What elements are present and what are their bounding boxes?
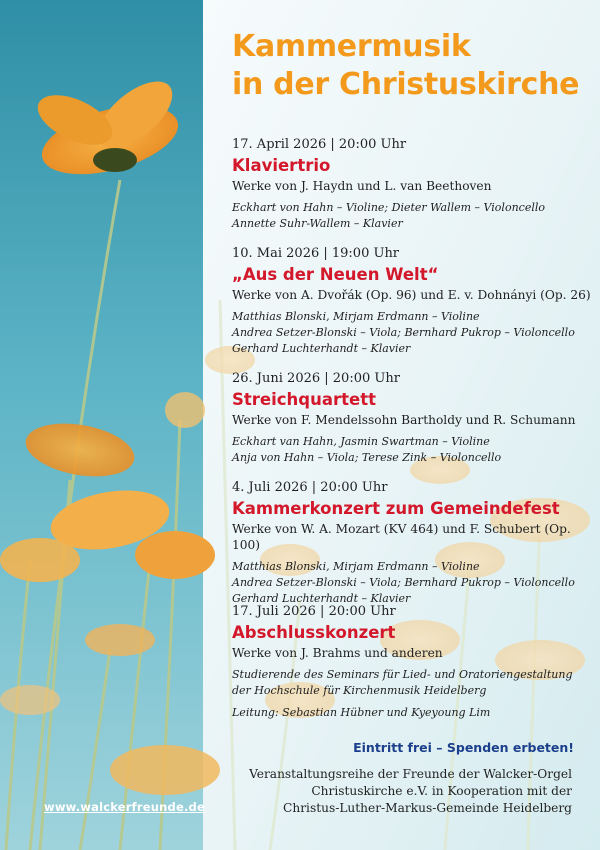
poster-title-line1: Kammermusik [232, 29, 471, 64]
performer-line: Anja von Hahn – Viola; Terese Zink – Violoncello [232, 451, 502, 464]
event-title: Kammerkonzert zum Gemeindefest [232, 499, 560, 518]
organizer-footer [249, 766, 572, 817]
performer-line: Gerhard Luchterhandt – Klavier [232, 342, 411, 355]
event-performers [232, 434, 592, 466]
performer-line: Studierende des Seminars für Lied- und Oratoriengestaltung [232, 668, 573, 681]
event-2 [232, 246, 592, 357]
event-3 [232, 371, 592, 466]
event-performers [232, 309, 592, 357]
event-title: Klaviertrio [232, 156, 331, 175]
event-title: Abschlusskonzert [232, 623, 396, 642]
performer-line: Matthias Blonski, Mirjam Erdmann – Violine [232, 560, 480, 573]
website-link[interactable]: www.walckerfreunde.de [44, 800, 205, 814]
event-performers [232, 667, 592, 721]
event-performers [232, 559, 592, 607]
performer-line: Andrea Setzer-Blonski – Viola; Bernhard Pukrop – Violoncello [232, 576, 575, 589]
footer-line: Veranstaltungsreihe der Freunde der Walcker-Orgel [249, 767, 572, 781]
performer-line: Eckhart von Hahn – Violine; Dieter Wallem – Violoncello [232, 201, 545, 214]
event-performers [232, 200, 592, 232]
event-works: Werke von A. Dvořák (Op. 96) und E. v. Dohnányi (Op. 26) [232, 288, 591, 302]
event-date: 10. Mai 2026 | 19:00 Uhr [232, 246, 400, 261]
event-works: Werke von J. Haydn und L. van Beethoven [232, 179, 492, 193]
poster-title [232, 28, 592, 104]
footer-line: Christus-Luther-Markus-Gemeinde Heidelberg [283, 801, 572, 815]
event-title: „Aus der Neuen Welt“ [232, 265, 439, 284]
performer-line: Andrea Setzer-Blonski – Viola; Bernhard Pukrop – Violoncello [232, 326, 575, 339]
event-1 [232, 137, 592, 232]
poster-title-line2: in der Christuskirche [232, 67, 580, 102]
performer-line: Matthias Blonski, Mirjam Erdmann – Violine [232, 310, 480, 323]
performer-line: Annette Suhr-Wallem – Klavier [232, 217, 403, 230]
event-5 [232, 604, 592, 721]
event-works: Werke von W. A. Mozart (KV 464) und F. Schubert (Op. 100) [232, 522, 571, 552]
performer-line: Gerhard Luchterhandt – Klavier [232, 592, 411, 605]
event-date: 4. Juli 2026 | 20:00 Uhr [232, 480, 388, 495]
event-works: Werke von F. Mendelssohn Bartholdy und R. Schumann [232, 413, 576, 427]
performer-leitung: Leitung: Sebastian Hübner und Kyeyoung Lim [232, 706, 491, 719]
admission-notice: Eintritt frei – Spenden erbeten! [353, 740, 574, 755]
footer-line: Christuskirche e.V. in Kooperation mit der [311, 784, 572, 798]
performer-line: Eckhart van Hahn, Jasmin Swartman – Violine [232, 435, 490, 448]
event-works: Werke von J. Brahms und anderen [232, 646, 443, 660]
performer-line: der Hochschule für Kirchenmusik Heidelberg [232, 684, 487, 697]
event-date: 26. Juni 2026 | 20:00 Uhr [232, 371, 400, 386]
event-date: 17. Juli 2026 | 20:00 Uhr [232, 604, 396, 619]
event-4 [232, 480, 592, 607]
event-title: Streichquartett [232, 390, 376, 409]
event-date: 17. April 2026 | 20:00 Uhr [232, 137, 407, 152]
